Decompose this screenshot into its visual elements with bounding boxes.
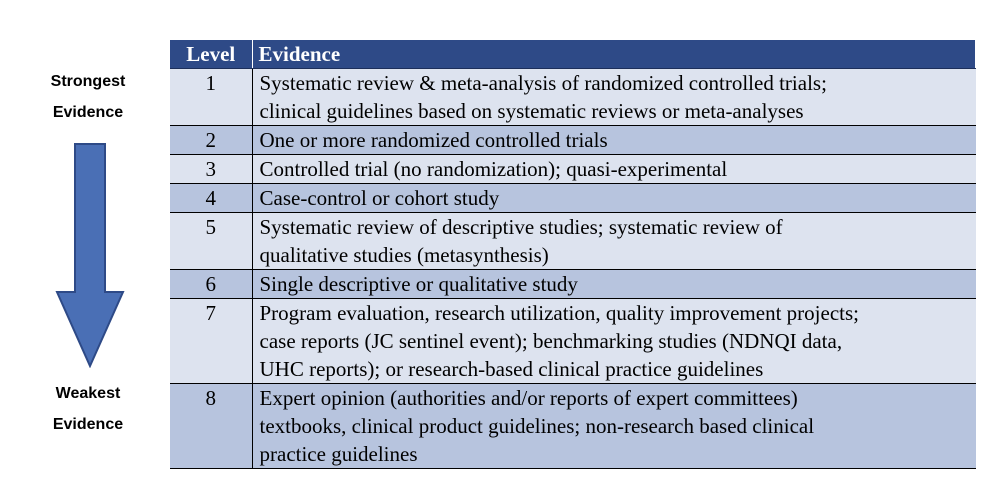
evidence-hierarchy-table <box>170 40 976 469</box>
table-row <box>170 184 976 213</box>
evidence-text-line: textbooks, clinical product guidelines; non-research based clinical <box>259 414 815 438</box>
evidence-text-line: Program evaluation, research utilization, quality improvement projects; <box>259 301 859 325</box>
evidence-text-line: case reports (JC sentinel event); benchmarking studies (NDNQI data, <box>259 329 843 353</box>
evidence-text-line: Controlled trial (no randomization); quasi-experimental <box>259 157 728 181</box>
table-row <box>170 213 976 270</box>
table-row <box>170 299 976 384</box>
evidence-text-line: UHC reports); or research-based clinical practice guidelines <box>259 357 764 381</box>
evidence-text-line: clinical guidelines based on systematic reviews or meta-analyses <box>259 99 804 123</box>
level-column-header: Level <box>170 40 252 69</box>
level-cell: 5 <box>170 213 252 270</box>
evidence-cell <box>252 270 976 299</box>
evidence-cell <box>252 384 976 469</box>
level-cell: 4 <box>170 184 252 213</box>
table-row <box>170 270 976 299</box>
level-cell: 3 <box>170 155 252 184</box>
evidence-text-line: Case-control or cohort study <box>259 186 500 210</box>
strongest-label-line1: Strongest <box>50 73 126 90</box>
level-cell: 2 <box>170 126 252 155</box>
evidence-cell <box>252 184 976 213</box>
evidence-text-line: Expert opinion (authorities and/or reports of expert committees) <box>259 386 798 410</box>
evidence-cell <box>252 69 976 126</box>
weakest-evidence-label <box>18 378 158 440</box>
evidence-text-line: practice guidelines <box>259 442 418 466</box>
level-cell: 1 <box>170 69 252 126</box>
down-arrow-icon <box>55 142 125 368</box>
evidence-cell <box>252 155 976 184</box>
evidence-column-header: Evidence <box>252 40 976 69</box>
strongest-evidence-label <box>18 66 158 128</box>
evidence-text-line: Systematic review of descriptive studies; systematic review of <box>259 215 783 239</box>
evidence-cell <box>252 299 976 384</box>
level-cell: 6 <box>170 270 252 299</box>
table-header-row <box>170 40 976 69</box>
evidence-cell <box>252 213 976 270</box>
table-row <box>170 69 976 126</box>
weakest-label-line1: Weakest <box>55 385 121 402</box>
strongest-label-line2: Evidence <box>52 104 124 121</box>
evidence-text-line: Single descriptive or qualitative study <box>259 272 578 296</box>
table-body <box>170 69 976 469</box>
evidence-text-line: One or more randomized controlled trials <box>259 128 608 152</box>
table-row <box>170 384 976 469</box>
level-cell: 7 <box>170 299 252 384</box>
weakest-label-line2: Evidence <box>52 416 124 433</box>
level-cell: 8 <box>170 384 252 469</box>
evidence-cell <box>252 126 976 155</box>
evidence-text-line: qualitative studies (metasynthesis) <box>259 243 549 267</box>
table-row <box>170 126 976 155</box>
evidence-text-line: Systematic review & meta-analysis of randomized controlled trials; <box>259 71 827 95</box>
table-row <box>170 155 976 184</box>
